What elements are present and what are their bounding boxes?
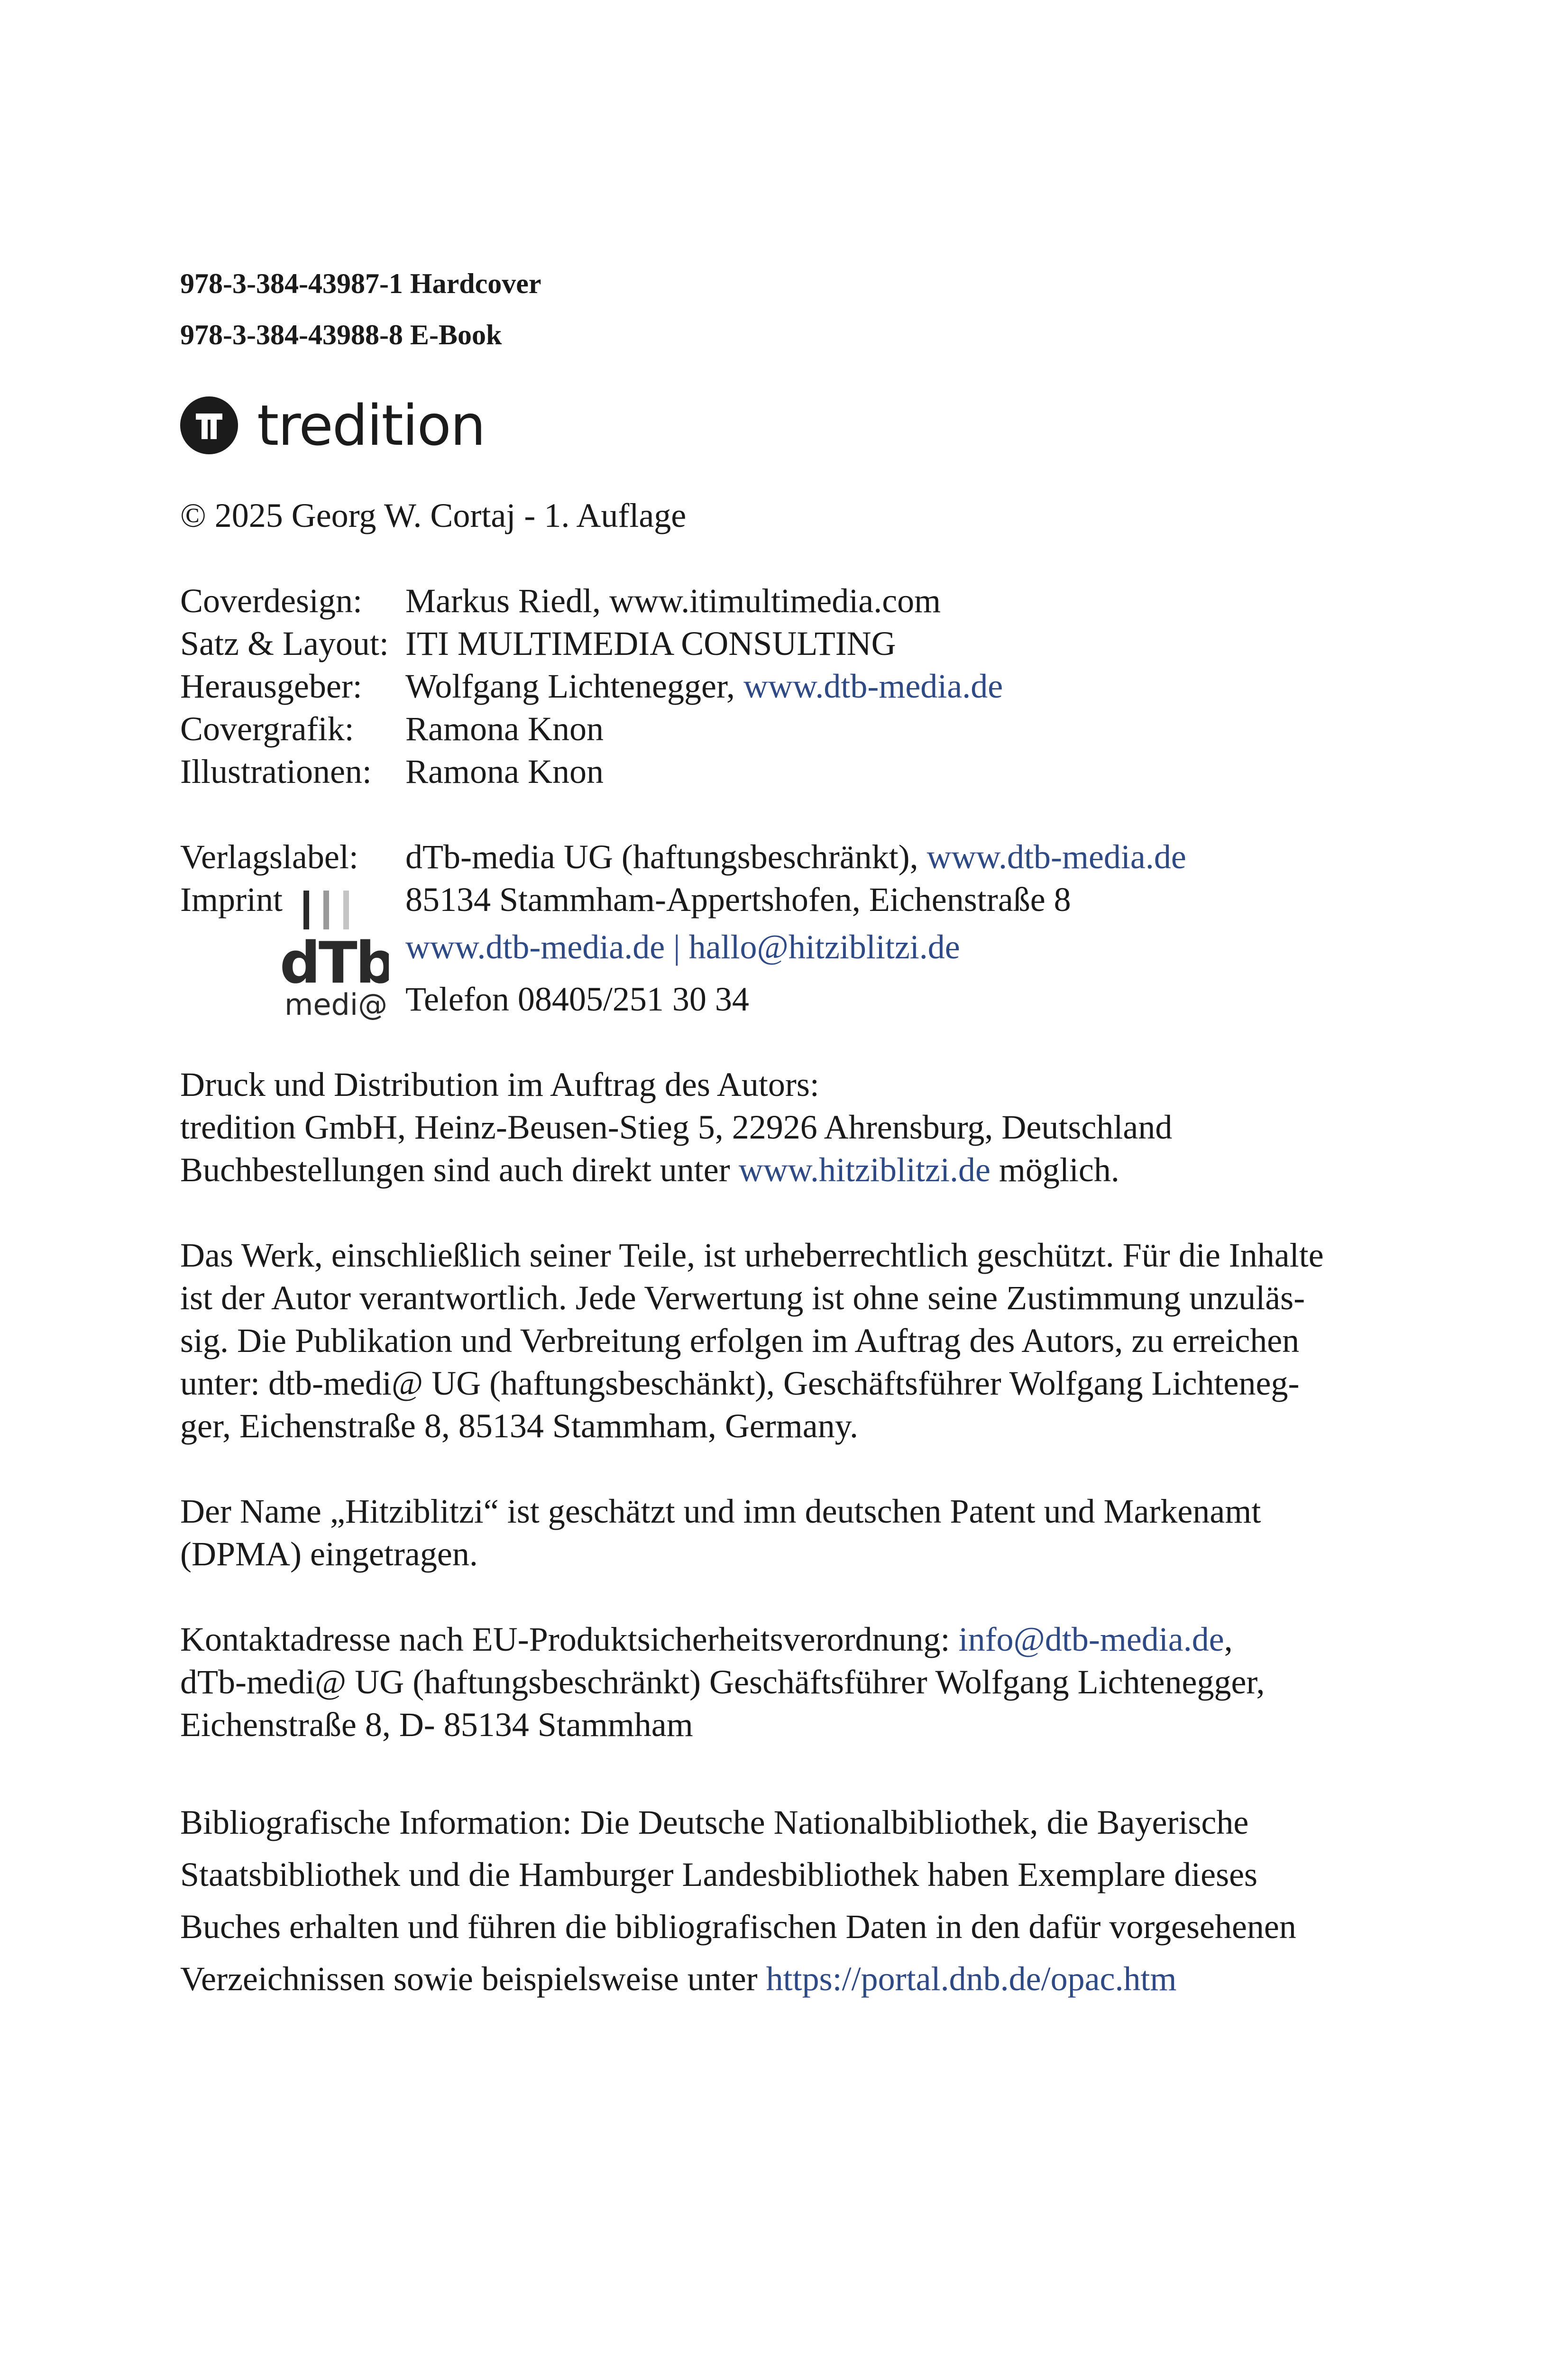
dtb-media-logo bbox=[280, 888, 389, 1020]
credit-label-herausgeber: Herausgeber: bbox=[180, 667, 362, 705]
biblio-line-4 bbox=[180, 1957, 1177, 2000]
herausgeber-name: Wolfgang Lichtenegger, bbox=[405, 667, 744, 705]
werk-line-3: sig. Die Publikation und Verbreitung erfolgen im Auftrag des Autors, zu erreichen bbox=[180, 1322, 1300, 1360]
imprint-label: Imprint bbox=[180, 881, 283, 919]
credit-value-illustrationen: Ramona Knon bbox=[405, 753, 604, 790]
druck-line-3 bbox=[180, 1149, 1119, 1191]
biblio-line-4-pre: Verzeichnissen sowie beispielsweise unter bbox=[180, 1960, 766, 1998]
kontakt-line-1-pre: Kontaktadresse nach EU-Produktsicherheitsverordnung: bbox=[180, 1620, 959, 1658]
imprint-address: 85134 Stammham-Appertshofen, Eichenstraße 8 bbox=[405, 881, 1071, 919]
name-line-1: Der Name „Hitziblitzi“ ist geschätzt und imn deutschen Patent und Markenamt bbox=[180, 1492, 1261, 1530]
credit-value-covergrafik: Ramona Knon bbox=[405, 710, 604, 748]
werk-line-5: ger, Eichenstraße 8, 85134 Stammham, Germany. bbox=[180, 1407, 859, 1445]
credit-label-covergrafik: Covergrafik: bbox=[180, 710, 354, 748]
druck-line-1: Druck und Distribution im Auftrag des Autors: bbox=[180, 1066, 819, 1103]
biblio-line-1: Bibliografische Information: Die Deutsche Nationalbibliothek, die Bayerische bbox=[180, 1803, 1249, 1841]
kontakt-line-3: Eichenstraße 8, D- 85134 Stammham bbox=[180, 1706, 693, 1744]
tredition-logo bbox=[180, 395, 485, 456]
credit-value-satz: ITI MULTIMEDIA CONSULTING bbox=[405, 625, 896, 662]
werk-line-2: ist der Autor verantwortlich. Jede Verwertung ist ohne seine Zustimmung unzuläs- bbox=[180, 1279, 1305, 1317]
verlag-label: Verlagslabel: bbox=[180, 838, 358, 876]
druck-line-3-post: möglich. bbox=[990, 1151, 1119, 1189]
verlag-value bbox=[405, 836, 1186, 878]
druck-line-3-pre: Buchbestellungen sind auch direkt unter bbox=[180, 1151, 739, 1189]
tredition-wordmark: tredition bbox=[257, 393, 485, 458]
credit-label-satz: Satz & Layout: bbox=[180, 625, 389, 662]
hitziblitzi-link[interactable]: www.hitziblitzi.de bbox=[738, 1151, 990, 1189]
verlag-web-links[interactable]: www.dtb-media.de | hallo@hitziblitzi.de bbox=[405, 928, 960, 966]
kontakt-email-link[interactable]: info@dtb-media.de bbox=[958, 1620, 1224, 1658]
kontakt-line-2: dTb-medi@ UG (haftungsbeschränkt) Geschäftsführer Wolfgang Lichtenegger, bbox=[180, 1663, 1265, 1701]
credit-value-herausgeber bbox=[405, 665, 1003, 708]
druck-line-2: tredition GmbH, Heinz-Beusen-Stieg 5, 22926 Ahrensburg, Deutschland bbox=[180, 1108, 1173, 1146]
werk-line-4: unter: dtb-medi@ UG (haftungsbeschänkt), Geschäftsführer Wolfgang Lichteneg- bbox=[180, 1364, 1300, 1402]
isbn-hardcover: 978-3-384-43987-1 Hardcover bbox=[180, 268, 541, 299]
biblio-line-2: Staatsbibliothek und die Hamburger Landesbibliothek haben Exemplare dieses bbox=[180, 1856, 1258, 1893]
copyright-line: © 2025 Georg W. Cortaj - 1. Auflage bbox=[180, 496, 687, 534]
biblio-line-3: Buches erhalten und führen die bibliografischen Daten in den dafür vorgesehenen bbox=[180, 1908, 1296, 1946]
dtb-logo-small: medi@ bbox=[284, 987, 388, 1020]
dnb-portal-link[interactable]: https://portal.dnb.de/opac.htm bbox=[766, 1960, 1177, 1998]
kontakt-line-1-post: , bbox=[1224, 1620, 1233, 1658]
dtb-logo-big: dTb bbox=[280, 930, 389, 996]
tredition-logo-icon bbox=[180, 396, 238, 454]
credit-label-illustrationen: Illustrationen: bbox=[180, 753, 372, 790]
herausgeber-link[interactable]: www.dtb-media.de bbox=[743, 667, 1003, 705]
dtb-logo-graphic bbox=[280, 888, 389, 1020]
credit-value-coverdesign: Markus Riedl, www.itimultimedia.com bbox=[405, 582, 941, 620]
name-line-2: (DPMA) eingetragen. bbox=[180, 1535, 478, 1573]
werk-line-1: Das Werk, einschließlich seiner Teile, ist urheberrechtlich geschützt. Für die Inhalte bbox=[180, 1236, 1324, 1274]
credit-label-coverdesign: Coverdesign: bbox=[180, 582, 362, 620]
kontakt-line-1 bbox=[180, 1618, 1233, 1661]
verlag-link[interactable]: www.dtb-media.de bbox=[926, 838, 1186, 876]
verlag-name: dTb-media UG (haftungsbeschränkt), bbox=[405, 838, 927, 876]
isbn-ebook: 978-3-384-43988-8 E-Book bbox=[180, 319, 502, 350]
verlag-phone: Telefon 08405/251 30 34 bbox=[405, 980, 749, 1018]
